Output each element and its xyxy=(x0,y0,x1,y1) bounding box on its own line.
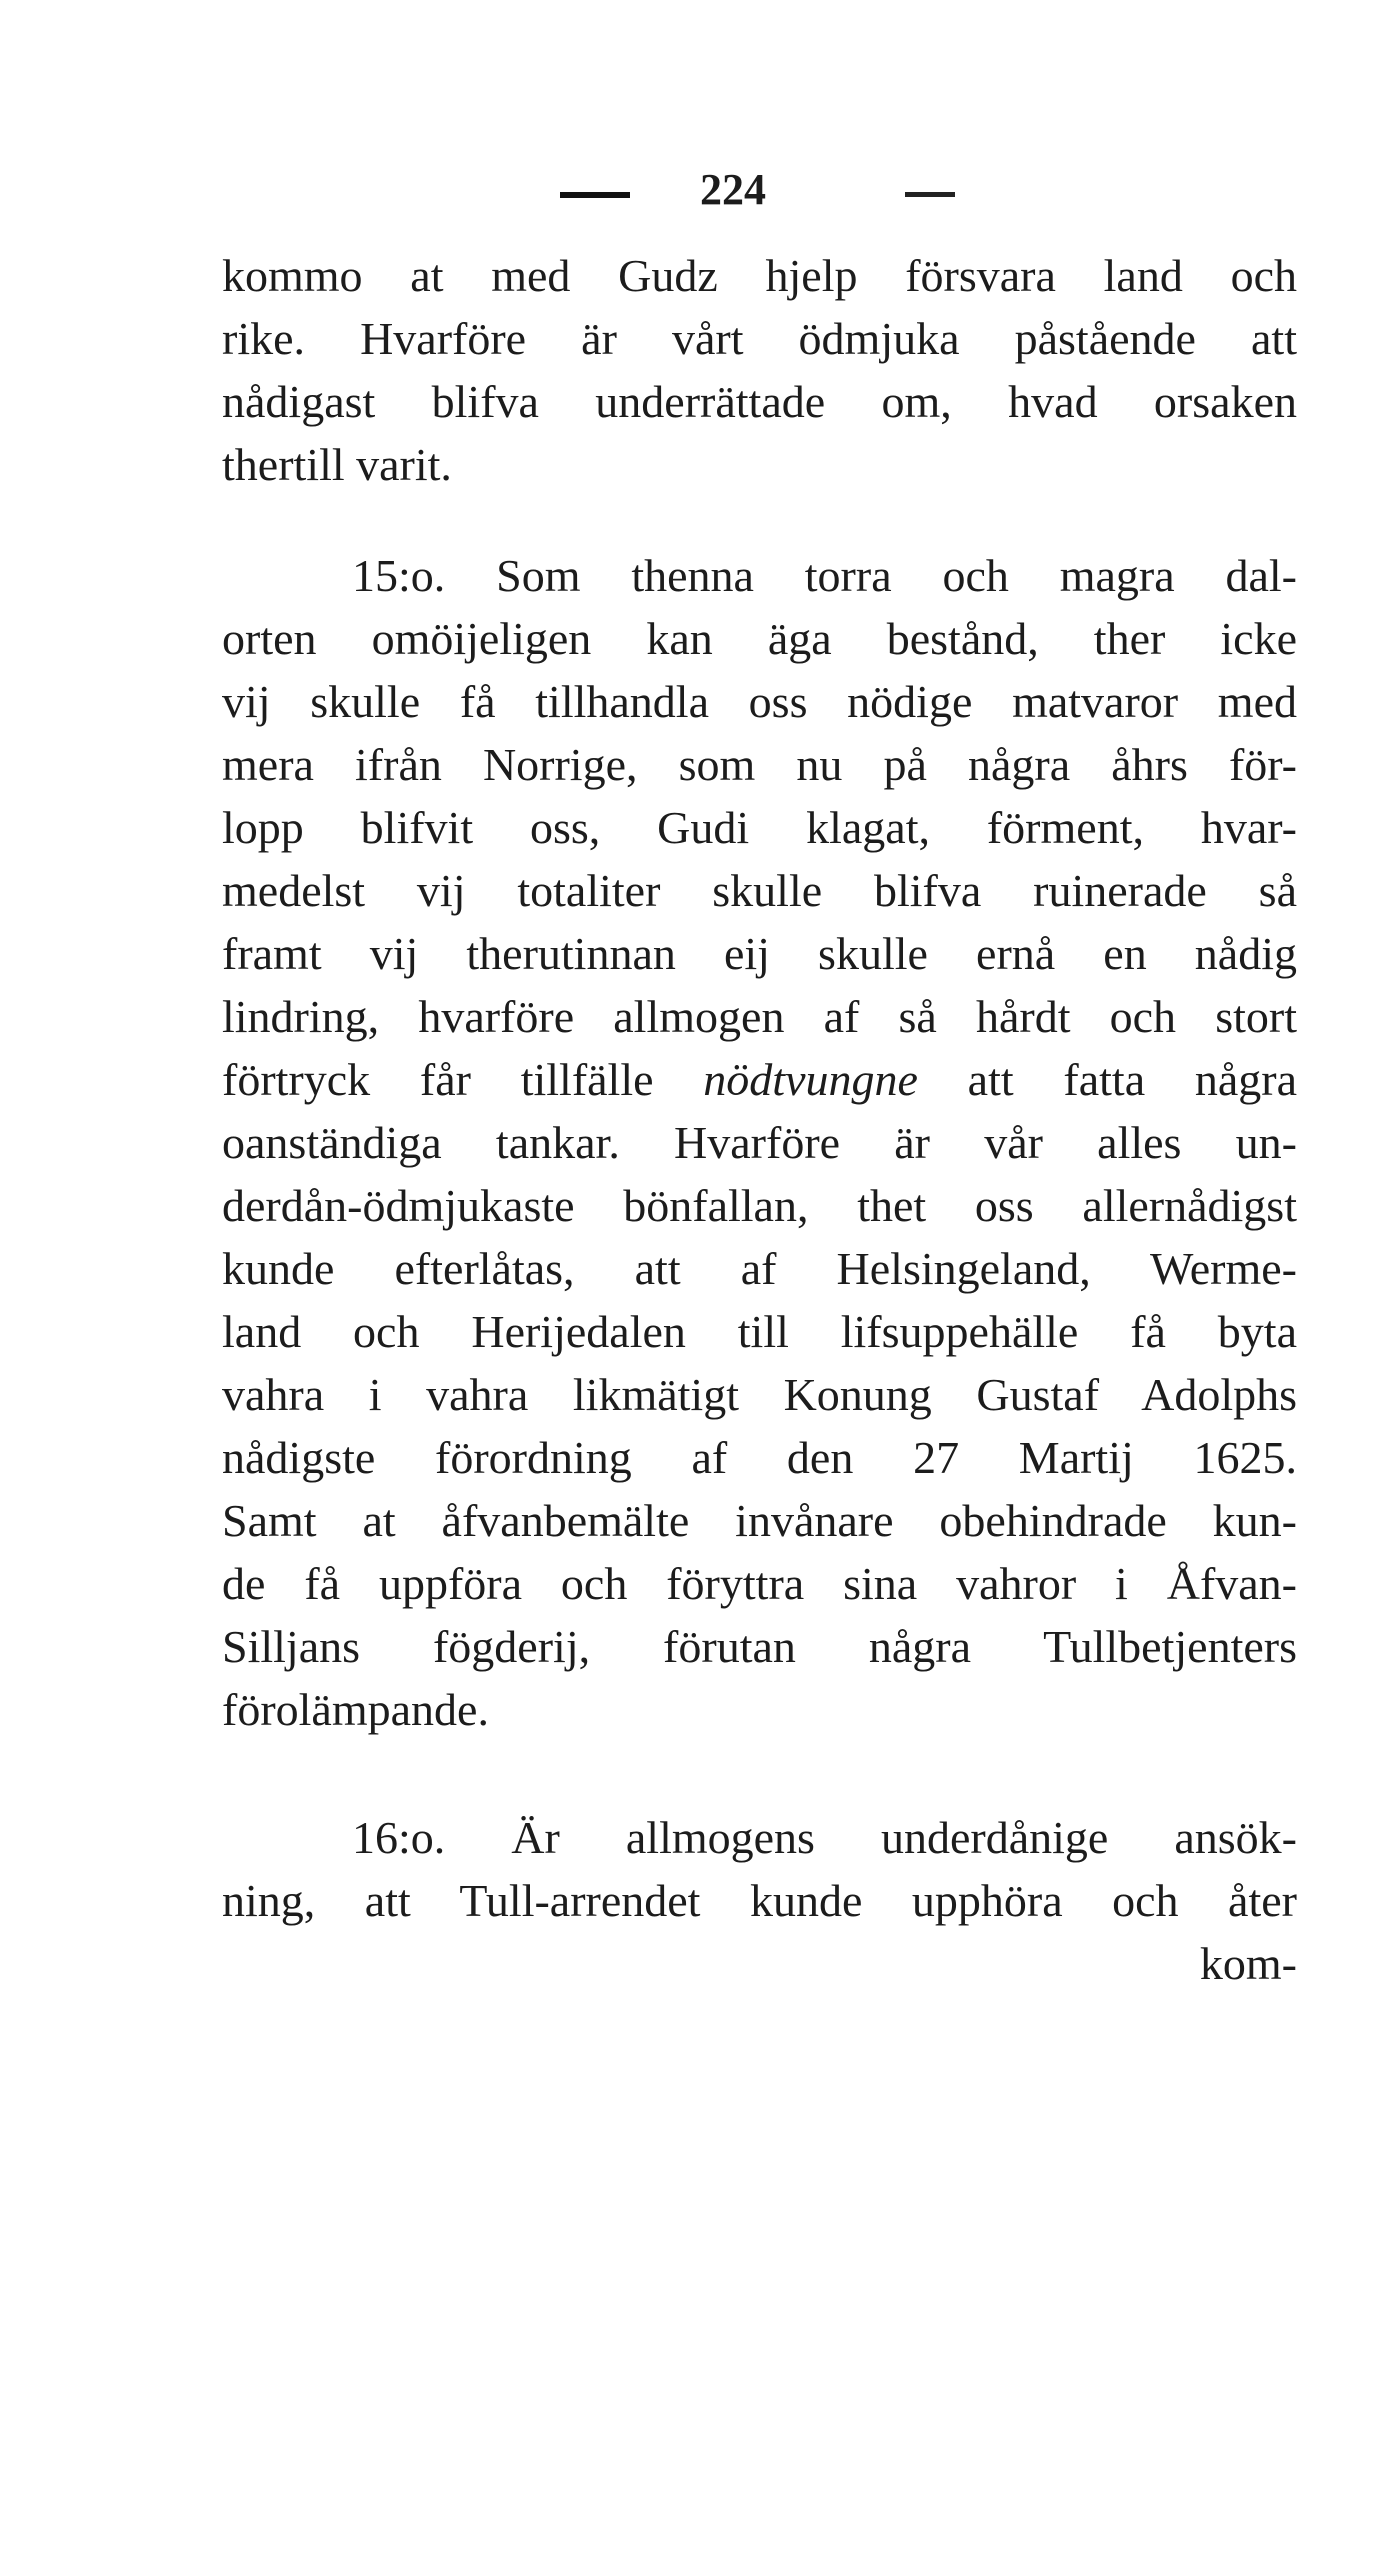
text-segment: förtryck får tillfälle xyxy=(222,1054,654,1105)
text-line: framt vij therutinnan eij skulle ernå en nådig xyxy=(222,928,1297,979)
header-rule-right xyxy=(905,192,955,197)
text-line: land och Herijedalen till lifsuppehälle få byta xyxy=(222,1306,1297,1357)
text-line: ning, att Tull-arrendet kunde upphöra och åter xyxy=(222,1875,1297,1926)
paragraph-16 xyxy=(222,1806,1297,1995)
text-line: nådigste förordning af den 27 Martij 1625. xyxy=(222,1432,1297,1483)
text-line: Samt at åfvanbemälte invånare obehindrade kun- xyxy=(222,1495,1297,1546)
text-line: vahra i vahra likmätigt Konung Gustaf Adolphs xyxy=(222,1369,1297,1420)
text-line: 16:o. Är allmogens underdånige ansök- xyxy=(352,1812,1297,1863)
text-line: orten omöijeligen kan äga bestånd, ther icke xyxy=(222,613,1297,664)
catchword: kom- xyxy=(1199,1938,1297,1989)
text-line: de få uppföra och föryttra sina vahror i Åfvan- xyxy=(222,1558,1297,1609)
italic-word: nödtvungne xyxy=(703,1054,918,1105)
text-line: förolämpande. xyxy=(222,1684,489,1735)
text-line: Silljans fögderij, förutan några Tullbetjenters xyxy=(222,1621,1297,1672)
text-line: 15:o. Som thenna torra och magra dal- xyxy=(352,550,1297,601)
header-rule-left xyxy=(560,192,630,198)
text-segment: att fatta några xyxy=(967,1054,1298,1105)
text-line: kunde efterlåtas, att af Helsingeland, Werme- xyxy=(222,1243,1297,1294)
text-line: rike. Hvarföre är vårt ödmjuka påstående att xyxy=(222,313,1297,364)
text-line: medelst vij totaliter skulle blifva ruinerade så xyxy=(222,865,1297,916)
text-line: vij skulle få tillhandla oss nödige matvaror med xyxy=(222,676,1297,727)
body-text xyxy=(222,244,1297,1995)
paragraph-continued xyxy=(222,244,1297,496)
text-line: kommo at med Gudz hjelp försvara land och xyxy=(222,250,1297,301)
paragraph-15 xyxy=(222,544,1297,1741)
text-line: nådigast blifva underrättade om, hvad orsaken xyxy=(222,376,1297,427)
page-number: 224 xyxy=(700,165,766,214)
text-line: thertill varit. xyxy=(222,439,452,490)
text-line: derdån-ödmjukaste bönfallan, thet oss allernådigst xyxy=(222,1180,1297,1231)
text-line: lopp blifvit oss, Gudi klagat, förment, hvar- xyxy=(222,802,1297,853)
text-line: oanständiga tankar. Hvarföre är vår alles un- xyxy=(222,1117,1297,1168)
text-line: mera ifrån Norrige, som nu på några åhrs för- xyxy=(222,739,1297,790)
text-line: lindring, hvarföre allmogen af så hårdt och stort xyxy=(222,991,1297,1042)
page-header xyxy=(0,160,1400,220)
text-line-mixed xyxy=(222,1048,1297,1111)
